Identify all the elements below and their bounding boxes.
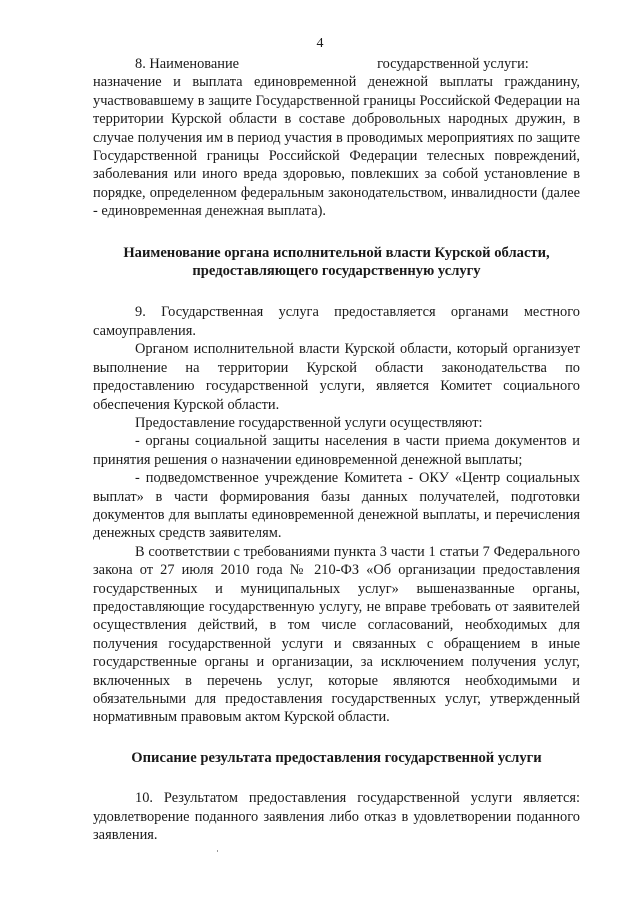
section-heading-result: Описание результата предоставления государственной услуги: [131, 749, 542, 766]
item-8-lead: Наименование: [149, 56, 240, 72]
document-body: [93, 55, 580, 844]
item-9-paragraph-2: Органом исполнительной власти Курской области, который организует выполнение на территории Курской области законодательства по предоставлению государственной услуги, является Комитет социального обеспечения Курской области.: [93, 341, 580, 413]
item-10-paragraph: 10. Результатом предоставления государственной услуги является: удовлетворение поданного заявления либо отказ в удовлетворении поданного заявления.: [93, 790, 580, 844]
page-number: 4: [316, 36, 324, 51]
item-9-bullet-1: - органы социальной защиты населения в части приема документов и принятия решения о назначении единовременной денежной выплаты;: [93, 433, 580, 468]
scan-speck: [217, 850, 218, 852]
item-9-paragraph-4: В соответствии с требованиями пункта 3 части 1 статьи 7 Федерального закона от 27 июля 2010 года № 210-ФЗ «Об организации предоставления государственных и муниципальных услуг» вышеназванные органы, предоставляющие государственную услугу, не вправе требовать от заявителей осуществления действий, в том числе согласований, необходимых для получения государственной услуги и связанных с обращением в иные государственные органы и организации, за исключением получения услуг, включенных в перечень услуг, которые являются необходимыми и обязательными для предоставления государственных услуг, утвержденный нормативным правовым актом Курской области.: [93, 543, 580, 726]
section-heading-authority: Наименование органа исполнительной власти Курской области, предоставляющего государственную услугу: [123, 244, 550, 280]
item-9-bullet-2: - подведомственное учреждение Комитета - ОКУ «Центр социальных выплат» в части формирования базы данных получателей, подготовки документов для выплаты единовременной денежной выплаты, и перечисления денежных средств заявителям.: [93, 470, 580, 542]
item-9-paragraph-3: Предоставление государственной услуги осуществляют:: [135, 414, 483, 431]
item-8-body: назначение и выплата единовременной денежной выплаты гражданину, участвовавшему в защите Государственной границы Российской Федерации на территории Курской области в составе добровольных народных дружин, в случае получения им в период участия в проводимых мероприятиях по защите Государственной границы Российской Федерации телесных повреждений, заболевания или иного вреда здоровью, повлекших за собой установление в порядке, определенном федеральным законодательством, инвалидности (далее - единовременная денежная выплата).: [93, 74, 580, 220]
item-8-number: 8.: [135, 56, 146, 72]
item-9-paragraph-1: 9. Государственная услуга предоставляется органами местного самоуправления.: [93, 304, 580, 339]
item-8-tail: государственной услуги:: [377, 56, 529, 72]
item-8-title-line: [93, 55, 580, 73]
